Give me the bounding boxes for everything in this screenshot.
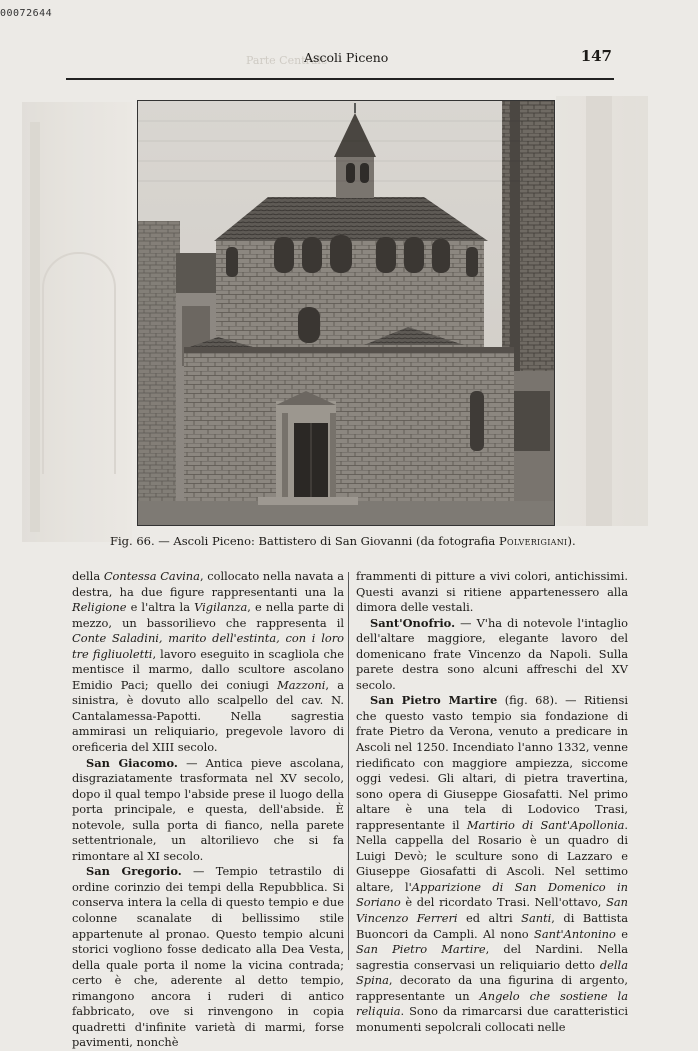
baptistery-illustration [138,101,554,525]
bleed-through-header: Parte Centrale [246,54,328,67]
bleed-through-left [22,102,132,542]
italic-title: Apparizione di San Domenico in Soriano [356,879,628,910]
page-header [66,47,616,70]
heading-san-pietro-martire: San Pietro Martire [370,693,498,708]
heading-sant-onofrio: Sant'Onofrio. [370,615,456,630]
figure-caption-text: — Ascoli Piceno: Battistero di San Giovanni (da fotografia [154,534,499,548]
italic-title: Mazzoni [277,677,326,692]
baptistery-figure [137,100,555,526]
body-text: , decorato da una figurina di argento, rappresentante un [356,973,628,1003]
body-text: è del ricordato Trasi. Nell'ottavo, [400,895,607,910]
bleed-through-arch [42,252,116,474]
italic-title: Sant'Antonino [534,926,616,941]
left-column [72,569,344,1051]
italic-title: San Pietro Martire [356,942,486,957]
body-text: , del Nardini. Nella sagrestia conservasi un reliquiario detto [356,942,629,972]
body-text: e [615,926,628,941]
body-text: . Sono da rimarcarsi due caratteristici monumenti sepolcrali collocati nelle [356,1004,628,1034]
italic-title: Martirio di Sant'Apollonia [466,817,625,832]
photo-credit: Polverigiani [498,534,568,548]
paragraph-san-pietro-martire [356,693,628,1035]
scan-id: 00072644 [0,8,53,19]
heading-san-giacomo: San Giacomo. [86,755,178,770]
right-column [356,569,628,1035]
italic-title: Santi [521,911,552,926]
body-text: , a sinistra, è dovuto allo scalpello del cav. N. Cantalamessa-Papotti. Nella sagrestia ammirasi un reliquiario, pregevole lavoro di oreficeria del XIII secolo. [72,677,344,755]
italic-title: Religione [72,600,127,615]
body-text: , lavoro eseguito in scagliola che mentisce il marmo, dallo scultore ascolano Emidio Paci; quello dei coniugi [72,646,345,692]
figure-caption-end: ). [567,534,576,548]
bleed-through-right [556,96,648,526]
text-sant-onofrio: — V'ha di notevole l'intaglio dell'altare maggiore, elegante lavoro del domenicano frate Vincenzo da Napoli. Sulla parete destra sono alcuni affreschi del XV secolo. [356,615,628,692]
body-text: , e nella parte di mezzo, un bassorilievo che rappresenta il [72,600,344,630]
bleed-through-column [586,96,612,526]
italic-title: Vigilanza [194,600,248,615]
column-divider [348,572,349,960]
italic-title: Angelo che sostiene la reliquia [356,988,628,1019]
heading-san-gregorio: San Gregorio. [86,864,182,879]
figure-label: Fig. 66. [110,534,155,548]
bleed-through-column [30,122,40,532]
paragraph-san-gregorio [72,864,344,1051]
paragraph-sant-onofrio [356,616,628,694]
paragraph-san-giacomo [72,756,344,865]
text-san-gregorio: — Tempio tetrastilo di ordine corinzio dei tempi della Repubblica. Si conserva intera la cella di questo tempio e due colonne scanalate di bellissimo stile appartenute al pronao. Questo tempio alcuni storici vogliono fosse dedicato alla Dea Vesta, della quale porta il nome la vicina contrada; certo è che, aderente al detto tempio, rimangono ancora i ruderi di antico fabbricato, ove si rinvengono in copia quadretti d'infinite varietà di marmi, forse pavimenti, nonchè [72,864,344,1050]
paragraph-contessa-cavina [72,569,344,756]
body-text: . Nella cappella del Rosario è un quadro di Luigi Devò; le sculture sono di Lazzaro e Giuseppe Giosafatti di Ascoli. Nel settimo altare, l' [356,817,628,894]
body-text: , collocato nella navata a destra, ha due figure rappresentanti una la [72,569,344,599]
body-text: della [72,569,104,583]
italic-title: Contessa Cavina [103,569,200,583]
body-text: e l'altra la [126,600,195,615]
paragraph-vestali: frammenti di pitture a vivi colori, antichissimi. Questi avanzi si ritiene appartenessero alla dimora delle vestali. [356,569,628,615]
italic-title: San Vincenzo Ferreri [356,895,628,926]
body-text: , di Battista Buoncori da Campli. Al nono [356,911,628,941]
header-rule [66,78,614,80]
body-text: ed altri [457,911,522,926]
running-head: Ascoli Piceno [304,50,389,65]
body-text: (fig. 68). — Ritiensi che questo vasto tempio sia fondazione di frate Pietro da Verona, venuto a predicare in Ascoli nel 1250. Incendiato l'anno 1332, venne riedificato con maggiore ampiezza, siccome oggi vedesi. Gli altari, di pietra travertina, sono opera di Giuseppe Giosafatti. Nel primo altare è una tela di Lodovico Trasi, rappresentante il [356,693,628,832]
figure-caption [110,534,600,548]
page-number: 147 [580,47,612,65]
italic-title: della Spina [356,957,628,988]
text-san-giacomo: — Antica pieve ascolana, disgraziatamente trasformata nel XV secolo, dopo il qual tempo l'abside prese il luogo della porta principale, e questa, dell'abside. È notevole, sulla porta di fianco, nella parete settentrionale, un altorilievo che si fa rimontare al XI secolo. [72,755,344,863]
italic-title: Conte Saladini, marito dell'estinta, con i loro tre figliuoletti [72,631,344,661]
